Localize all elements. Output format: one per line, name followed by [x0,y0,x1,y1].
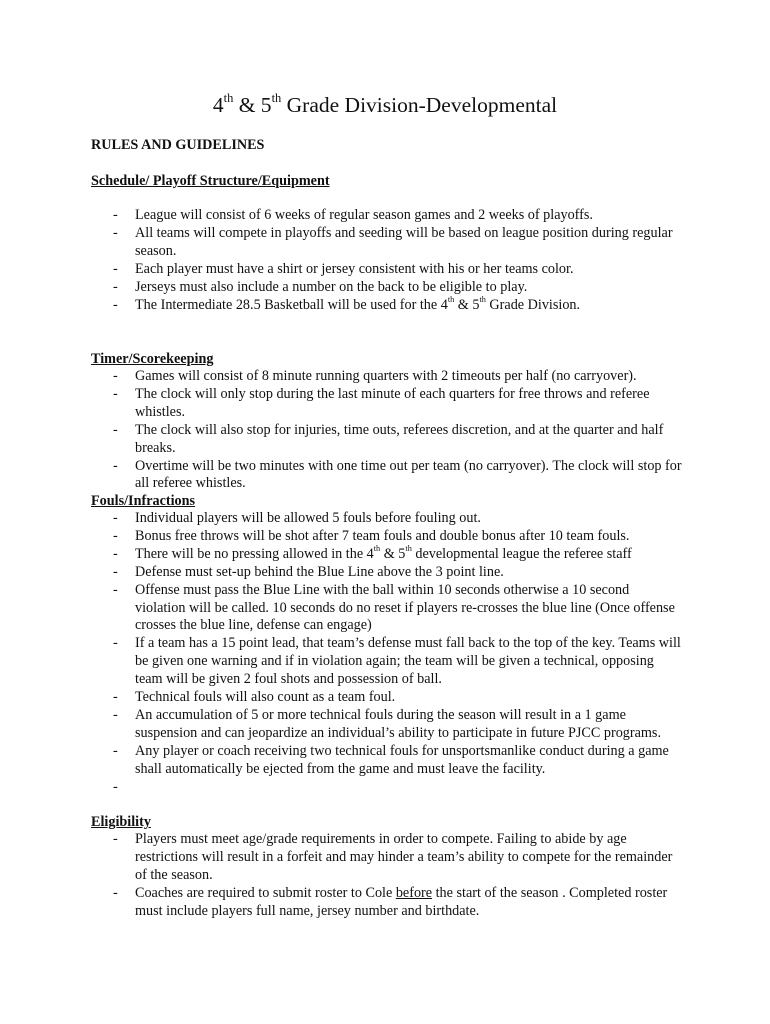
title-part: & 5 [233,93,272,117]
list-item: - The clock will also stop for injuries, time outs, referees discretion, and at the quarter and half breaks. [113,421,664,456]
schedule-list [113,207,683,314]
eligibility-heading: Eligibility [91,814,151,830]
fouls-list [113,510,683,796]
fouls-heading: Fouls/Infractions [91,493,196,509]
list-item: - The Intermediate 28.5 Basketball will be used for the 4th & 5th Grade Division. [113,294,581,313]
list-item: - Offense must pass the Blue Line with the ball within 10 seconds otherwise a 10 second violation will be called. 10 seconds do no reset if players re-crosses the blue line (Once offense crosses the blue line, defense can engage) [113,581,675,634]
list-item: - Each player must have a shirt or jersey consistent with his or her teams color. [113,260,574,277]
page-title [0,92,770,118]
list-item: - The clock will only stop during the last minute of each quarters for free throws and referee whistles. [113,385,650,420]
timer-list [113,368,683,493]
list-item: - League will consist of 6 weeks of regular season games and 2 weeks of playoffs. [113,207,593,223]
rules-heading: RULES AND GUIDELINES [91,137,265,153]
title-superscript: th [271,90,282,105]
title-part: 4 [212,93,224,117]
title-superscript: th [223,90,234,105]
list-item: - Bonus free throws will be shot after 7 team fouls and double bonus after 10 team fouls. [113,527,630,544]
timer-heading: Timer/Scorekeeping [91,351,214,367]
list-item: - Players must meet age/grade requirements in order to compete. Failing to abide by age restrictions will result in a forfeit and may hinder a team’s ability to compete for the remainder of the season. [113,831,673,883]
list-item: - Coaches are required to submit roster to Cole before the start of the season . Completed roster must include players full name, jersey number and birthdate. [113,884,668,919]
list-item: - Games will consist of 8 minute running quarters with 2 timeouts per half (no carryover). [113,368,637,384]
list-item: - If a team has a 15 point lead, that team’s defense must fall back to the top of the key. Teams will be given one warning and if in violation again; the team will be given a technical, opposing team will be given 2 foul shots and possession of ball. [113,635,681,688]
title-part: Grade Division-Developmental [281,93,558,117]
list-item: - An accumulation of 5 or more technical fouls during the season will result in a 1 game suspension and can jeopardize an individual’s ability to participate in future PJCC programs. [113,706,662,741]
list-item: - Overtime will be two minutes with one time out per team (no carryover). The clock will stop for all referee whistles. [113,457,682,492]
list-item: - Defense must set-up behind the Blue Line above the 3 point line. [113,563,504,580]
list-item-empty: - [113,778,118,795]
list-item: - Jerseys must also include a number on the back to be eligible to play. [113,278,528,295]
list-item: - Individual players will be allowed 5 fouls before fouling out. [113,510,481,526]
schedule-heading: Schedule/ Playoff Structure/Equipment [91,173,330,189]
list-item: - Technical fouls will also count as a team foul. [113,689,396,706]
list-item: - All teams will compete in playoffs and seeding will be based on league position during regular season. [113,224,673,259]
eligibility-list [113,831,683,921]
list-item: - Any player or coach receiving two technical fouls for unsportsmanlike conduct during a game shall automatically be ejected from the game and must leave the facility. [113,742,669,777]
list-item: - There will be no pressing allowed in the 4th & 5th developmental league the referee staff [113,543,632,562]
